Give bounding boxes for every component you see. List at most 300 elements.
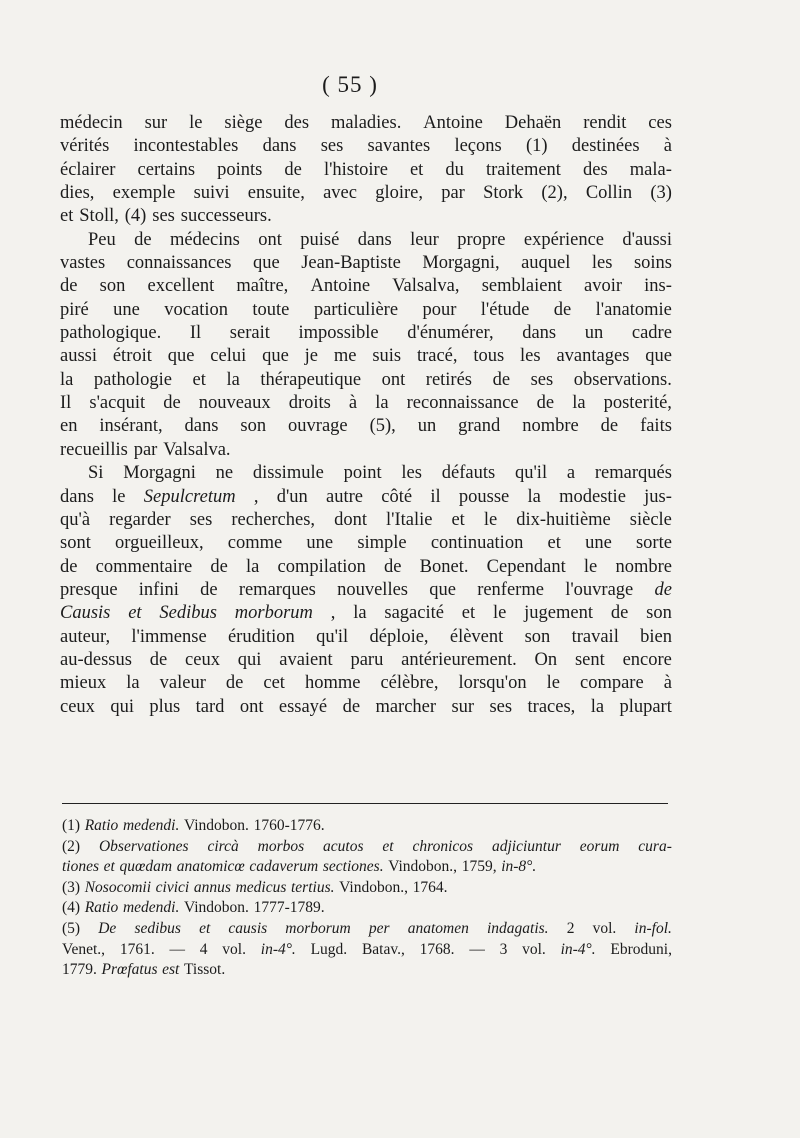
word: Ebroduni,: [610, 940, 672, 958]
word: élèvent: [449, 626, 504, 647]
word: nombre: [615, 556, 672, 577]
word: à: [663, 136, 672, 157]
word: et: [199, 919, 211, 937]
word: compilation: [277, 556, 366, 577]
word: ses: [189, 509, 213, 530]
word: vol.: [222, 940, 246, 958]
word: et: [192, 369, 206, 390]
word: Bonet.: [419, 556, 469, 577]
word: renferme: [477, 579, 544, 600]
word: son: [99, 276, 126, 297]
word: 3: [499, 940, 508, 958]
word: la: [572, 393, 586, 414]
text-line: [60, 159, 672, 182]
word: la: [126, 673, 140, 694]
word: civici: [155, 878, 190, 896]
word: mieux: [60, 673, 107, 694]
word: de: [225, 673, 244, 694]
word: exemple: [112, 183, 176, 204]
body-text: [60, 112, 672, 719]
word: sont: [60, 533, 91, 554]
word: aussi: [60, 346, 97, 367]
text-line: [60, 322, 672, 345]
footnote-rule: [62, 803, 668, 804]
word: avaient: [279, 649, 333, 670]
word: marcher: [375, 696, 437, 717]
word: la: [527, 486, 541, 507]
word: de: [342, 696, 361, 717]
word: de: [536, 393, 555, 414]
word: que: [167, 346, 195, 367]
word: le: [546, 673, 560, 694]
word: l'étude: [480, 299, 530, 320]
word: suivi: [193, 183, 230, 204]
word: qui: [237, 649, 262, 670]
word: remarques: [238, 579, 316, 600]
word: soins: [633, 253, 672, 274]
word: sur: [144, 113, 168, 133]
word: cura-: [638, 837, 672, 855]
word: en: [60, 416, 78, 437]
footnote-line: [62, 940, 672, 961]
word: de: [284, 159, 302, 180]
word: expérience: [523, 229, 605, 250]
word: anatomicœ: [176, 858, 245, 876]
word: medicus: [235, 878, 287, 896]
word: l'Italie: [385, 509, 433, 530]
word: plupart: [619, 696, 672, 717]
word: continuation: [430, 533, 524, 554]
word: et: [382, 837, 394, 855]
word: tard: [195, 696, 225, 717]
text-line: [60, 369, 672, 392]
word: avantages: [556, 346, 630, 367]
footnote-line: [62, 960, 672, 981]
word: essayé: [278, 696, 328, 717]
footnote-line: [62, 898, 672, 919]
word: Observationes: [98, 837, 189, 855]
word: chronicos: [412, 837, 474, 855]
text-line: [60, 275, 672, 298]
word: indagatis.: [486, 919, 549, 937]
word: puisé: [300, 229, 340, 250]
word: Vindobon.,: [339, 878, 408, 896]
word: Venet.,: [62, 940, 106, 958]
text-line: [60, 299, 672, 322]
text-line: [60, 182, 672, 205]
word: siège: [224, 113, 263, 133]
word: eorum: [579, 837, 620, 855]
text-line: [60, 672, 672, 695]
word: le: [189, 113, 203, 133]
word: la: [375, 393, 389, 414]
word: et: [547, 533, 561, 554]
word: Cependant: [486, 556, 566, 577]
word: Batav.,: [361, 940, 405, 958]
word: de: [200, 579, 218, 600]
word: ,: [330, 603, 336, 624]
word: Il: [189, 323, 202, 344]
word: déploie,: [369, 626, 429, 647]
word: les: [401, 463, 422, 484]
word: propre: [457, 229, 506, 250]
word: Antoine: [423, 113, 483, 133]
word: remarqués: [594, 463, 672, 484]
text-line: [60, 649, 672, 672]
word: piré: [60, 299, 89, 320]
word: l'ouvrage: [565, 579, 634, 600]
word: tracé,: [416, 346, 458, 367]
word: compare: [580, 673, 644, 694]
word: siècle: [629, 509, 672, 530]
word: tiones: [62, 858, 100, 876]
word: savantes: [367, 136, 431, 157]
word: que: [252, 253, 280, 274]
word: côté: [381, 486, 413, 507]
word: vol.: [522, 940, 546, 958]
text-line: [60, 205, 672, 228]
word: le: [583, 556, 598, 577]
word: regarder: [109, 509, 171, 530]
word: orgueilleux,: [115, 533, 204, 554]
word: 1768.: [419, 940, 455, 958]
word: infini: [138, 579, 179, 600]
word: jus-: [644, 486, 672, 507]
word: je: [304, 346, 319, 367]
word: auteur,: [60, 626, 111, 647]
word: presque: [60, 579, 118, 600]
word: et: [60, 206, 74, 227]
word: ces: [648, 113, 672, 133]
word: rendit: [583, 113, 627, 133]
word: annus: [193, 878, 231, 896]
text-line: [60, 252, 672, 275]
word: (1): [525, 136, 548, 157]
word: tertius.: [291, 878, 335, 896]
footnote-line: [62, 857, 672, 878]
word: sent: [574, 649, 605, 670]
text-line: [60, 229, 672, 252]
word: Causis: [60, 603, 111, 624]
word: point: [343, 463, 382, 484]
word: son: [240, 416, 267, 437]
word: de: [610, 603, 629, 624]
word: in-8°.: [501, 858, 537, 876]
word: encore: [622, 649, 672, 670]
word: son: [646, 603, 672, 624]
text-line: [60, 556, 672, 579]
word: dans: [522, 323, 557, 344]
word: morborum: [285, 919, 351, 937]
word: défauts: [441, 463, 496, 484]
word: autre: [326, 486, 364, 507]
word: Peu: [88, 229, 116, 250]
word: a: [566, 463, 576, 484]
word: Collin: [585, 183, 633, 204]
text-line: [60, 509, 672, 532]
word: (4): [62, 899, 81, 917]
word: ensuite,: [247, 183, 305, 204]
word: un: [417, 416, 437, 437]
word: vérités: [60, 136, 110, 157]
word: Prœfatus: [101, 961, 158, 979]
word: Ratio: [84, 899, 119, 917]
word: Valsalva.: [163, 439, 231, 460]
word: (5): [62, 919, 81, 937]
word: avoir: [584, 276, 623, 297]
word: insérant,: [99, 416, 163, 437]
word: thérapeutique: [260, 369, 362, 390]
word: sedibus: [134, 919, 181, 937]
text-line: [60, 532, 672, 555]
word: traitement: [485, 159, 561, 180]
word: ses: [320, 136, 344, 157]
word: son: [524, 626, 551, 647]
word: certains: [137, 159, 196, 180]
word: de: [60, 556, 78, 577]
word: Ratio: [84, 817, 119, 834]
word: plus: [149, 696, 181, 717]
word: valeur: [159, 673, 206, 694]
text-line: [60, 439, 672, 462]
word: de: [553, 299, 572, 320]
word: (5),: [369, 416, 396, 437]
word: recueillis: [60, 439, 128, 460]
word: Stork: [483, 183, 524, 204]
page-number: ( 55 ): [322, 72, 378, 97]
word: gloire,: [375, 183, 423, 204]
word: vastes: [60, 253, 106, 274]
word: causis: [228, 919, 268, 937]
word: de: [60, 276, 78, 297]
text-line: [60, 415, 672, 438]
word: leçons: [454, 136, 502, 157]
word: de: [654, 579, 672, 600]
word: ont: [381, 369, 406, 390]
word: ceux: [60, 696, 95, 717]
word: ne: [215, 463, 234, 484]
word: ont: [258, 229, 282, 250]
word: par: [133, 439, 158, 460]
word: Vindobon.: [183, 899, 249, 917]
word: que: [262, 346, 289, 367]
word: de: [134, 229, 152, 250]
word: sur: [451, 696, 475, 717]
word: Morgagni,: [422, 253, 500, 274]
word: traces,: [527, 696, 576, 717]
word: 4: [199, 940, 208, 958]
word: et: [128, 603, 142, 624]
word: On: [534, 649, 558, 670]
word: Stoll,: [79, 206, 119, 227]
word: pousse: [458, 486, 510, 507]
word: me: [333, 346, 357, 367]
word: in-4°.: [560, 940, 596, 958]
word: est: [162, 961, 180, 979]
word: sagacité: [384, 603, 444, 624]
word: à: [348, 393, 358, 414]
word: une: [306, 533, 334, 554]
word: Sepulcretum: [143, 486, 236, 507]
word: qu'à: [60, 509, 91, 530]
word: 1764.: [412, 878, 448, 896]
word: l'histoire: [323, 159, 388, 180]
word: paru: [350, 649, 384, 670]
word: auquel: [521, 253, 571, 274]
word: pathologie: [93, 369, 172, 390]
word: medendi.: [122, 817, 180, 834]
word: dans: [262, 136, 297, 157]
word: des: [583, 159, 608, 180]
text-line: [60, 462, 672, 485]
word: serait: [229, 323, 270, 344]
word: antérieurement.: [401, 649, 517, 670]
text-line: [60, 112, 672, 135]
word: des: [284, 113, 310, 133]
word: anatomen: [407, 919, 469, 937]
footnote-line: [62, 837, 672, 858]
word: toute: [252, 299, 290, 320]
word: homme: [304, 673, 361, 694]
word: cet: [263, 673, 285, 694]
word: à: [663, 673, 672, 694]
word: simple: [357, 533, 407, 554]
word: l'immense: [131, 626, 207, 647]
word: modestie: [559, 486, 626, 507]
word: de: [163, 393, 181, 414]
word: que: [645, 346, 672, 367]
word: de: [600, 416, 619, 437]
word: vol.: [592, 919, 617, 937]
word: droits: [288, 393, 331, 414]
footnotes: [62, 816, 672, 981]
word: ceux: [185, 649, 220, 670]
word: la: [226, 369, 240, 390]
word: faits: [640, 416, 672, 437]
word: de: [384, 556, 402, 577]
word: par: [441, 183, 465, 204]
word: il: [430, 486, 441, 507]
word: tous: [473, 346, 505, 367]
word: et: [461, 603, 476, 624]
word: les: [591, 253, 613, 274]
word: excellent: [147, 276, 215, 297]
footnote-line: [62, 816, 672, 837]
word: dies,: [60, 183, 95, 204]
word: (1): [62, 817, 81, 834]
word: d'aussi: [622, 229, 672, 250]
word: érudition: [227, 626, 295, 647]
word: pathologique.: [60, 323, 162, 344]
word: semblaient: [481, 276, 562, 297]
word: suis: [372, 346, 402, 367]
word: leur: [410, 229, 439, 250]
word: connaissances: [126, 253, 232, 274]
word: 1760-1776.: [253, 817, 325, 834]
word: Il: [60, 393, 72, 414]
word: impossible: [298, 323, 379, 344]
word: maladies.: [330, 113, 402, 133]
word: médecin: [60, 113, 123, 133]
word: 1777-1789.: [253, 899, 325, 917]
word: célèbre,: [380, 673, 439, 694]
word: de: [149, 649, 168, 670]
word: l'anatomie: [595, 299, 672, 320]
word: d'un: [276, 486, 308, 507]
text-line: [60, 392, 672, 415]
word: De: [98, 919, 117, 937]
word: le: [483, 509, 498, 530]
word: Dehaën: [504, 113, 562, 133]
word: (3): [650, 183, 672, 204]
word: adjiciuntur: [491, 837, 561, 855]
word: maître,: [236, 276, 289, 297]
word: avec: [323, 183, 357, 204]
word: la: [245, 556, 260, 577]
word: s'acquit: [89, 393, 146, 414]
word: dans: [184, 416, 219, 437]
text-line: [60, 135, 672, 158]
word: la: [60, 369, 74, 390]
word: dix-huitième: [516, 509, 611, 530]
word: ont: [239, 696, 264, 717]
text-line: [60, 626, 672, 649]
word: ses: [530, 369, 554, 390]
text-line: [60, 579, 672, 602]
word: Vindobon.,: [388, 858, 458, 876]
word: ses: [489, 696, 513, 717]
word: retirés: [425, 369, 473, 390]
word: Lugd.: [310, 940, 348, 958]
word: in-fol.: [634, 919, 672, 937]
word: de: [492, 369, 511, 390]
word: éclairer: [60, 159, 116, 180]
word: sorte: [635, 533, 672, 554]
word: observations.: [573, 369, 672, 390]
word: quœdam: [119, 858, 173, 876]
word: lorsqu'on: [458, 673, 527, 694]
word: (4): [124, 206, 147, 227]
text-line: [60, 696, 672, 719]
word: 1759,: [461, 858, 497, 876]
footnote-line: [62, 919, 672, 940]
word: cadaverum: [249, 858, 319, 876]
word: 1761.: [119, 940, 155, 958]
word: morbos: [257, 837, 305, 855]
word: posterité,: [603, 393, 672, 414]
word: destinées: [571, 136, 640, 157]
word: particulière: [313, 299, 399, 320]
word: Sedibus: [159, 603, 217, 624]
word: ,: [253, 486, 259, 507]
word: la: [590, 696, 605, 717]
word: Si: [88, 463, 104, 484]
word: nombre: [522, 416, 579, 437]
word: ins-: [644, 276, 672, 297]
word: dont: [334, 509, 367, 530]
word: 2: [566, 919, 575, 937]
word: 1779.: [62, 961, 97, 979]
word: un: [584, 323, 604, 344]
word: (2),: [541, 183, 568, 204]
word: (2): [62, 837, 81, 855]
word: travail: [571, 626, 619, 647]
word: pour: [422, 299, 457, 320]
word: nouveaux: [198, 393, 271, 414]
word: au-dessus: [60, 649, 132, 670]
word: le: [112, 486, 126, 507]
word: (3): [62, 878, 81, 896]
